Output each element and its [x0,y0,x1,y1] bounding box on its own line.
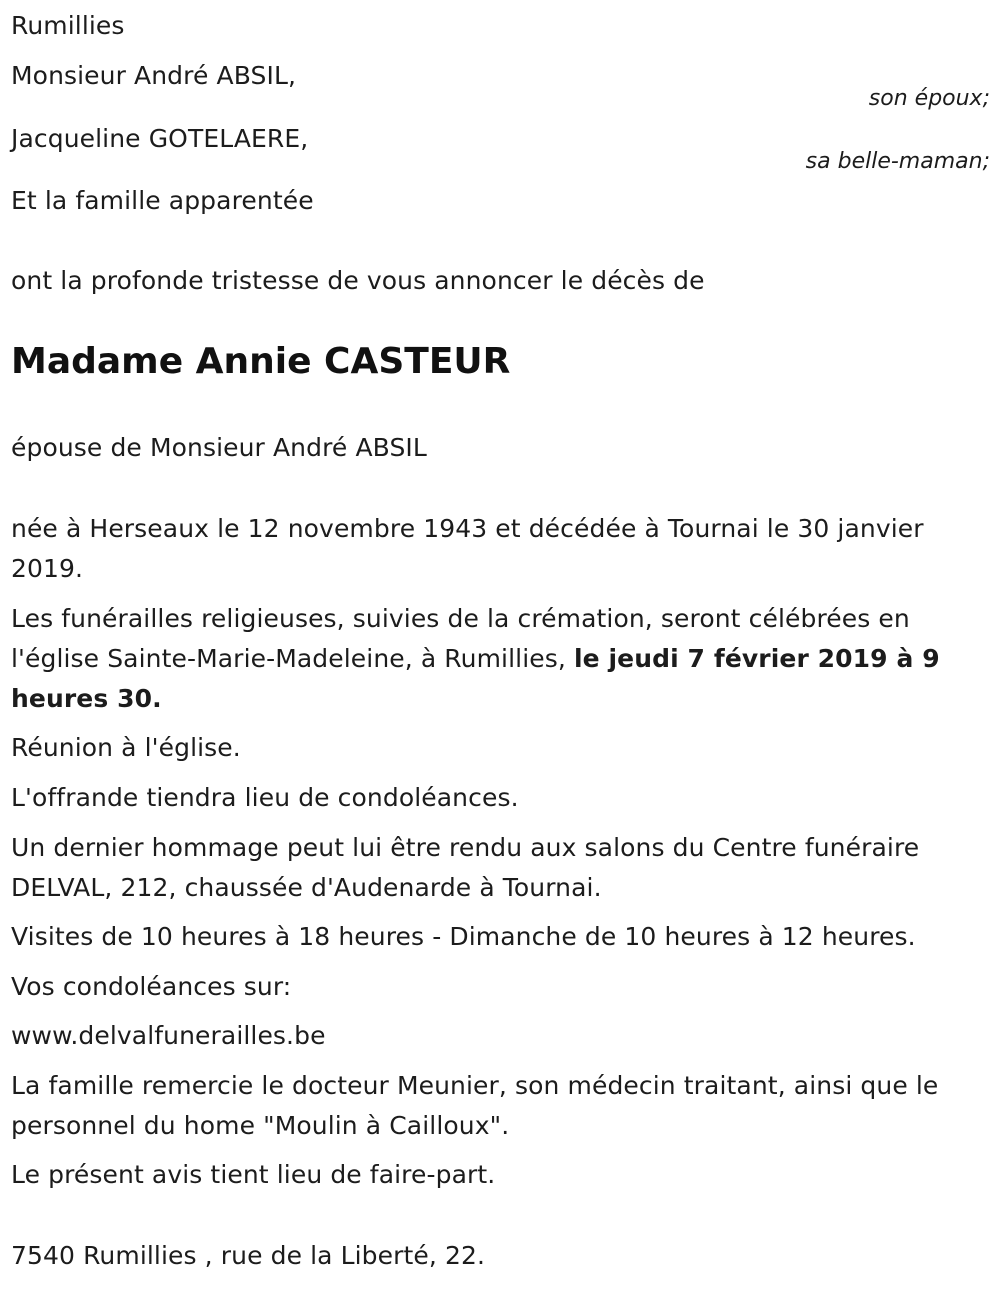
tribute: Un dernier hommage peut lui être rendu aux salons du Centre funéraire DELVAL, 212, chaussée d'Audenarde à Tournai. [11,833,920,902]
spouse-line: épouse de Monsieur André ABSIL [11,433,427,462]
thanks: La famille remercie le docteur Meunier, son médecin traitant, ainsi que le personnel du home "Moulin à Cailloux". [11,1071,939,1140]
visits: Visites de 10 heures à 18 heures - Dimanche de 10 heures à 12 heures. [11,922,916,951]
family-member-mother-in-law: Jacqueline GOTELAERE, [11,124,309,153]
address: 7540 Rumillies , rue de la Liberté, 22. [11,1241,486,1270]
extended-family: Et la famille apparentée [11,186,314,215]
relation-mother-in-law: sa belle-maman; [805,149,990,174]
funeral-date-time: le jeudi 7 février 2019 à 9 heures 30. [11,644,940,713]
funeral-details [11,599,981,719]
relation-spouse: son époux; [868,86,990,111]
deceased-name: Madame Annie CASTEUR [11,341,511,382]
condolences-label: Vos condoléances sur: [11,972,292,1001]
birth-death: née à Herseaux le 12 novembre 1943 et décédée à Tournai le 30 janvier 2019. [11,514,924,583]
funeral-text: Les funérailles religieuses, suivies de la crémation, seront célébrées en l'église Sainte-Marie-Madeleine, à Rumillies, [11,604,910,673]
city: Rumillies [11,11,125,40]
announcement: ont la profonde tristesse de vous annoncer le décès de [11,266,705,295]
offering: L'offrande tiendra lieu de condoléances. [11,783,519,812]
notice: Le présent avis tient lieu de faire-part. [11,1160,496,1189]
family-member-spouse: Monsieur André ABSIL, [11,61,297,90]
meeting: Réunion à l'église. [11,733,241,762]
website-link[interactable]: www.delvalfunerailles.be [11,1021,326,1050]
